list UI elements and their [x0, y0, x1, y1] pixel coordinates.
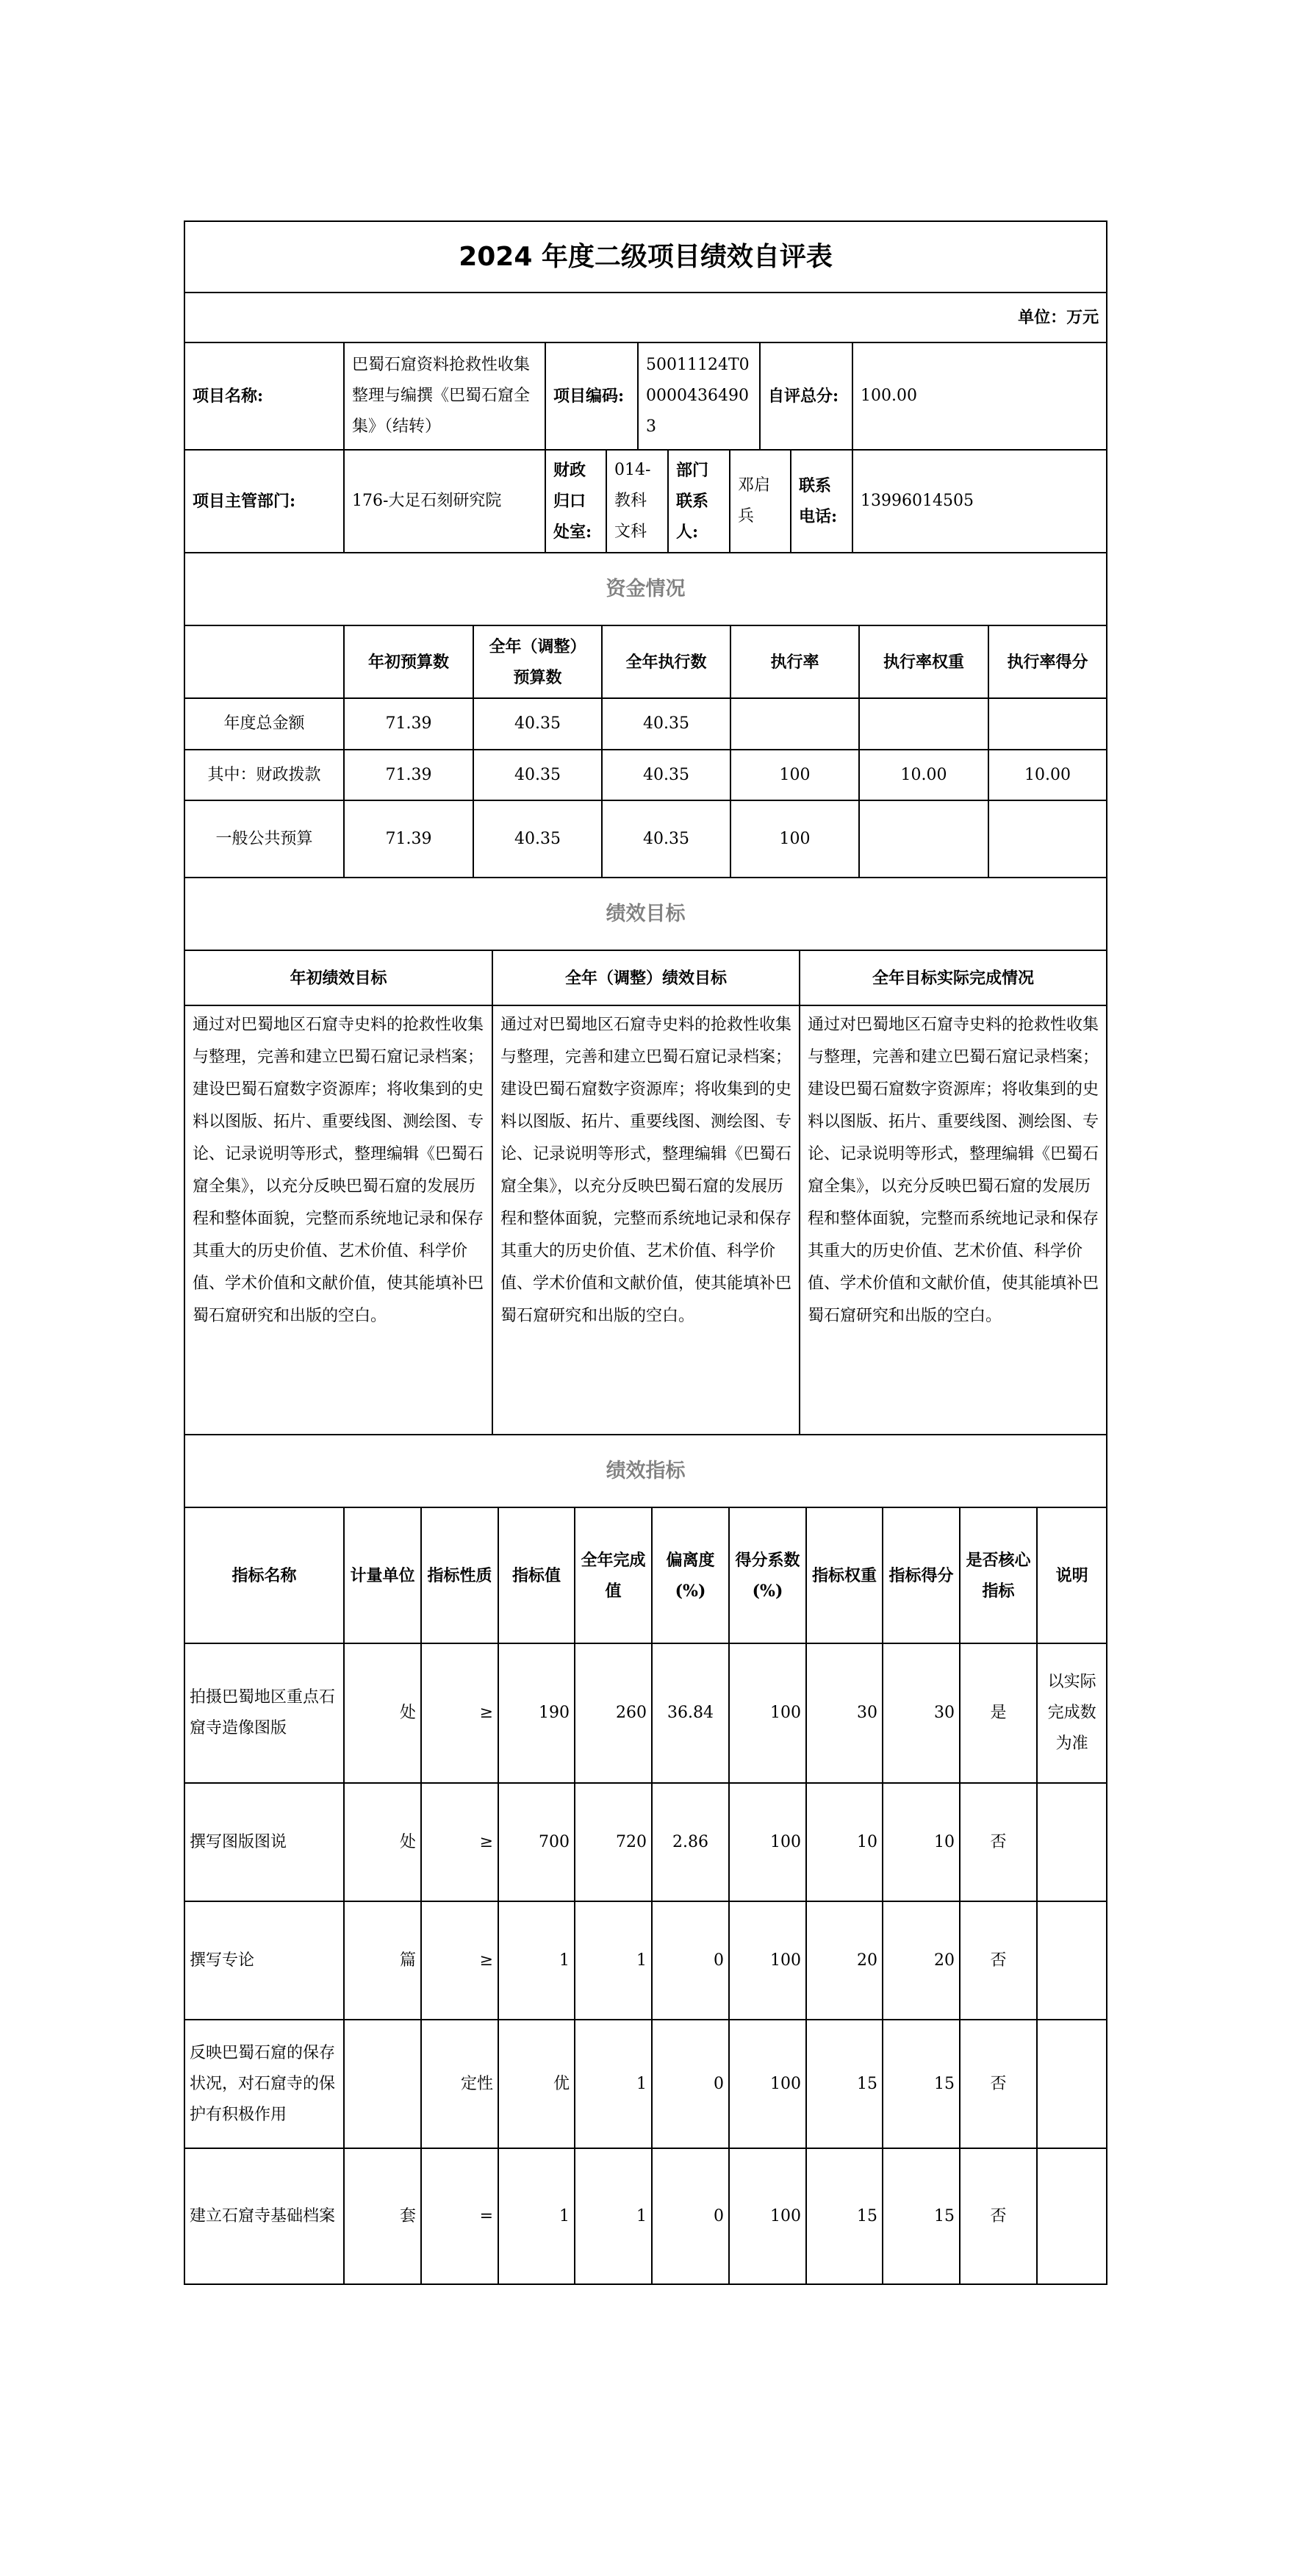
indicator-nature: = [421, 2148, 498, 2284]
indicator-header: 得分系数(%) [729, 1507, 806, 1643]
indicator-actual: 1 [575, 2020, 652, 2148]
funding-cell: 40.35 [602, 750, 730, 800]
funding-table [184, 552, 1107, 878]
unit-label: 单位：万元 [184, 293, 1107, 342]
indicator-coefficient: 100 [729, 2148, 806, 2284]
indicator-weight: 15 [806, 2020, 883, 2148]
indicator-header: 指标权重 [806, 1507, 883, 1643]
indicator-note [1037, 1901, 1107, 2020]
indicator-name: 拍摄巴蜀地区重点石窟寺造像图版 [184, 1643, 344, 1783]
finance-office-value: 014-教科文科 [606, 450, 668, 553]
info-row-2 [184, 449, 1107, 553]
funding-cell [859, 698, 988, 750]
indicator-row [184, 1783, 1107, 1901]
funding-cell [859, 800, 988, 878]
indicator-unit: 处 [344, 1783, 421, 1901]
indicator-row [184, 1901, 1107, 2020]
goals-header-row [184, 950, 1107, 1005]
funding-section-title: 资金情况 [184, 553, 1107, 625]
funding-header: 全年执行数 [602, 625, 730, 698]
indicator-actual: 720 [575, 1783, 652, 1901]
goals-content-row [184, 1005, 1107, 1435]
funding-cell: 10.00 [859, 750, 988, 800]
phone-label: 联系电话: [791, 450, 852, 553]
indicator-note [1037, 1783, 1107, 1901]
indicator-core: 否 [960, 2020, 1037, 2148]
funding-cell: 71.39 [344, 800, 473, 878]
indicator-unit: 处 [344, 1643, 421, 1783]
indicator-nature: ≥ [421, 1901, 498, 2020]
indicator-score: 30 [883, 1643, 960, 1783]
indicator-header: 指标名称 [184, 1507, 344, 1643]
goals-table [184, 877, 1107, 1435]
goal-header-actual: 全年目标实际完成情况 [800, 950, 1107, 1005]
indicator-name: 撰写图版图说 [184, 1783, 344, 1901]
funding-cell: 10.00 [988, 750, 1107, 800]
indicator-weight: 30 [806, 1643, 883, 1783]
indicator-header: 计量单位 [344, 1507, 421, 1643]
indicator-core: 否 [960, 2148, 1037, 2284]
indicator-deviation: 2.86 [652, 1783, 729, 1901]
indicator-unit: 套 [344, 2148, 421, 2284]
funding-cell: 40.35 [602, 698, 730, 750]
funding-cell: 其中：财政拨款 [184, 750, 344, 800]
indicator-note [1037, 2020, 1107, 2148]
indicator-coefficient: 100 [729, 2020, 806, 2148]
indicator-deviation: 0 [652, 1901, 729, 2020]
funding-cell: 100 [730, 800, 859, 878]
indicator-actual: 260 [575, 1643, 652, 1783]
indicator-score: 15 [883, 2148, 960, 2284]
indicator-weight: 10 [806, 1783, 883, 1901]
funding-cell: 一般公共预算 [184, 800, 344, 878]
indicator-weight: 20 [806, 1901, 883, 2020]
funding-cell: 40.35 [473, 800, 602, 878]
funding-row [184, 698, 1107, 750]
indicator-row [184, 1643, 1107, 1783]
goal-header-initial: 年初绩效目标 [184, 950, 492, 1005]
indicator-nature: ≥ [421, 1783, 498, 1901]
funding-cell [730, 698, 859, 750]
indicator-name: 撰写专论 [184, 1901, 344, 2020]
finance-office-label: 财政归口处室: [545, 450, 606, 553]
indicator-target: 190 [498, 1643, 575, 1783]
funding-header: 执行率得分 [988, 625, 1107, 698]
indicator-core: 否 [960, 1901, 1037, 2020]
funding-header: 执行率 [730, 625, 859, 698]
self-score-value: 100.00 [852, 342, 1107, 450]
indicator-note [1037, 2148, 1107, 2284]
funding-row [184, 750, 1107, 800]
project-code-value: 50011124T000004364903 [638, 342, 760, 450]
dept-label: 项目主管部门: [184, 450, 344, 553]
funding-cell: 71.39 [344, 698, 473, 750]
indicator-target: 1 [498, 2148, 575, 2284]
funding-cell [988, 800, 1107, 878]
funding-cell: 40.35 [473, 698, 602, 750]
performance-evaluation-form [184, 220, 1106, 2285]
funding-cell: 40.35 [473, 750, 602, 800]
indicator-weight: 15 [806, 2148, 883, 2284]
indicator-header: 是否核心指标 [960, 1507, 1037, 1643]
indicator-score: 15 [883, 2020, 960, 2148]
funding-header-row [184, 625, 1107, 698]
self-score-label: 自评总分: [760, 342, 852, 450]
indicator-coefficient: 100 [729, 1783, 806, 1901]
funding-cell: 100 [730, 750, 859, 800]
indicator-header: 说明 [1037, 1507, 1107, 1643]
indicator-core: 否 [960, 1783, 1037, 1901]
funding-header: 全年（调整）预算数 [473, 625, 602, 698]
funding-cell: 40.35 [602, 800, 730, 878]
funding-header: 执行率权重 [859, 625, 988, 698]
indicator-note: 以实际完成数为准 [1037, 1643, 1107, 1783]
goals-section-title: 绩效目标 [184, 878, 1107, 950]
phone-value: 13996014505 [852, 450, 1107, 553]
goal-initial-text: 通过对巴蜀地区石窟寺史料的抢救性收集与整理，完善和建立巴蜀石窟记录档案；建设巴蜀石窟数字资源库；将收集到的史料以图版、拓片、重要线图、测绘图、专论、记录说明等形式，整理编辑《巴蜀石窟全集》，以充分反映巴蜀石窟的发展历程和整体面貌，完整而系统地记录和保存其重大的历史价值、艺术价值、科学价值、学术价值和文献价值，使其能填补巴蜀石窟研究和出版的空白。 [184, 1005, 492, 1435]
goal-actual-text: 通过对巴蜀地区石窟寺史料的抢救性收集与整理，完善和建立巴蜀石窟记录档案；建设巴蜀石窟数字资源库；将收集到的史料以图版、拓片、重要线图、测绘图、专论、记录说明等形式，整理编辑《巴蜀石窟全集》，以充分反映巴蜀石窟的发展历程和整体面貌，完整而系统地记录和保存其重大的历史价值、艺术价值、科学价值、学术价值和文献价值，使其能填补巴蜀石窟研究和出版的空白。 [800, 1005, 1107, 1435]
project-name-value: 巴蜀石窟资料抢救性收集整理与编撰《巴蜀石窟全集》（结转） [344, 342, 545, 450]
indicator-coefficient: 100 [729, 1643, 806, 1783]
indicator-row [184, 2020, 1107, 2148]
indicator-header: 指标值 [498, 1507, 575, 1643]
indicator-actual: 1 [575, 2148, 652, 2284]
indicator-name: 建立石窟寺基础档案 [184, 2148, 344, 2284]
indicator-header: 全年完成值 [575, 1507, 652, 1643]
indicator-score: 20 [883, 1901, 960, 2020]
indicators-header-row [184, 1507, 1107, 1643]
indicator-score: 10 [883, 1783, 960, 1901]
indicator-row [184, 2148, 1107, 2284]
indicator-actual: 1 [575, 1901, 652, 2020]
indicator-unit [344, 2020, 421, 2148]
indicator-header: 指标得分 [883, 1507, 960, 1643]
indicator-target: 700 [498, 1783, 575, 1901]
contact-label: 部门联系人: [668, 450, 730, 553]
project-code-label: 项目编码: [545, 342, 638, 450]
indicator-coefficient: 100 [729, 1901, 806, 2020]
funding-row [184, 800, 1107, 878]
goal-adjusted-text: 通过对巴蜀地区石窟寺史料的抢救性收集与整理，完善和建立巴蜀石窟记录档案；建设巴蜀石窟数字资源库；将收集到的史料以图版、拓片、重要线图、测绘图、专论、记录说明等形式，整理编辑《巴蜀石窟全集》，以充分反映巴蜀石窟的发展历程和整体面貌，完整而系统地记录和保存其重大的历史价值、艺术价值、科学价值、学术价值和文献价值，使其能填补巴蜀石窟研究和出版的空白。 [492, 1005, 800, 1435]
dept-value: 176-大足石刻研究院 [344, 450, 545, 553]
indicator-nature: ≥ [421, 1643, 498, 1783]
indicator-deviation: 0 [652, 2020, 729, 2148]
indicator-deviation: 36.84 [652, 1643, 729, 1783]
header-table [184, 220, 1107, 451]
goal-header-adjusted: 全年（调整）绩效目标 [492, 950, 800, 1005]
indicator-target: 优 [498, 2020, 575, 2148]
funding-cell [988, 698, 1107, 750]
indicator-core: 是 [960, 1643, 1037, 1783]
indicator-deviation: 0 [652, 2148, 729, 2284]
indicator-target: 1 [498, 1901, 575, 2020]
indicator-header: 偏离度(%) [652, 1507, 729, 1643]
indicator-unit: 篇 [344, 1901, 421, 2020]
form-title: 2024 年度二级项目绩效自评表 [184, 221, 1107, 293]
indicator-header: 指标性质 [421, 1507, 498, 1643]
funding-cell: 71.39 [344, 750, 473, 800]
contact-value: 邓启兵 [730, 450, 791, 553]
funding-header: 年初预算数 [344, 625, 473, 698]
indicators-table [184, 1434, 1107, 2285]
project-name-label: 项目名称: [184, 342, 344, 450]
indicator-name: 反映巴蜀石窟的保存状况，对石窟寺的保护有积极作用 [184, 2020, 344, 2148]
indicator-nature: 定性 [421, 2020, 498, 2148]
funding-header [184, 625, 344, 698]
indicators-section-title: 绩效指标 [184, 1435, 1107, 1507]
funding-cell: 年度总金额 [184, 698, 344, 750]
